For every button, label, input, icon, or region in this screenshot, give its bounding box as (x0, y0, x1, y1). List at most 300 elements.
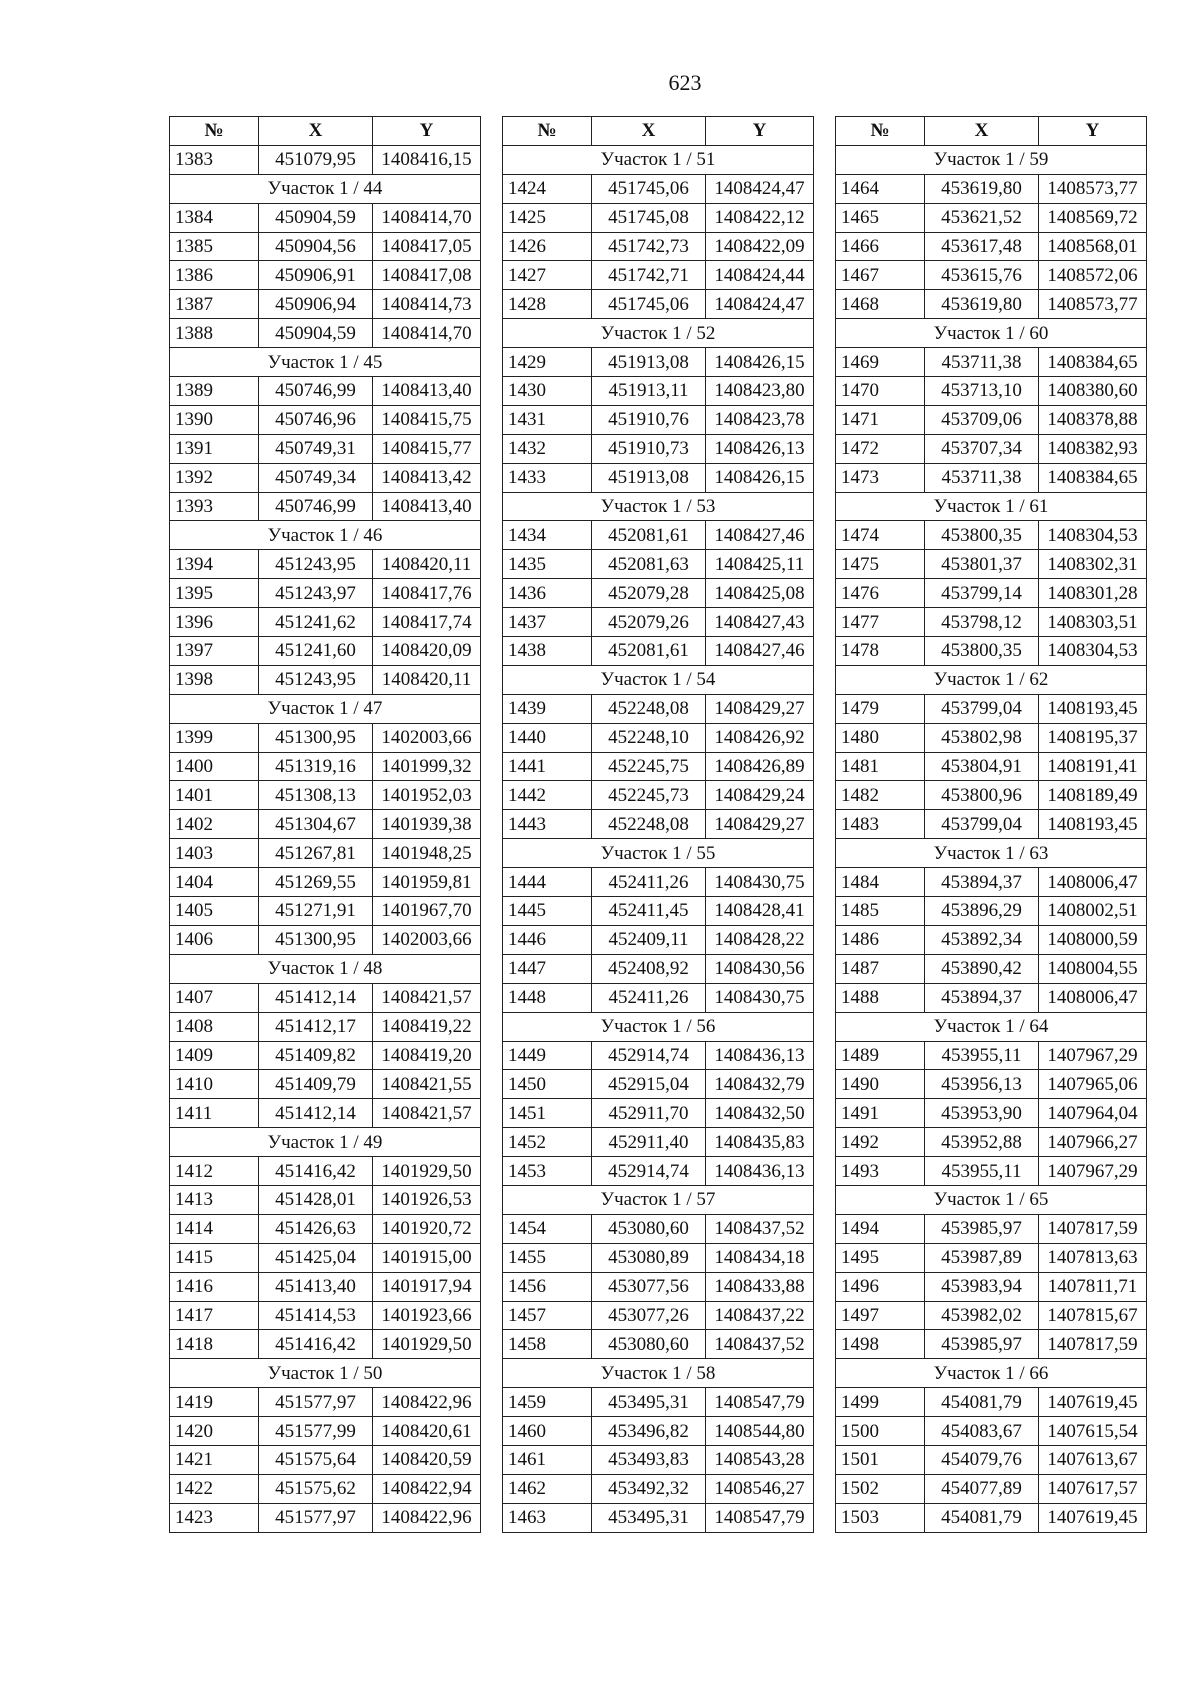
section-header-row (170, 1128, 481, 1157)
point-number-cell: 1434 (503, 521, 592, 550)
coordinate-table-1 (169, 116, 481, 1533)
table-row (503, 925, 814, 954)
x-coordinate-cell: 453799,04 (925, 694, 1039, 723)
x-coordinate-cell: 451913,08 (592, 463, 706, 492)
point-number-cell: 1410 (170, 1070, 259, 1099)
y-coordinate-cell: 1408417,76 (373, 579, 481, 608)
table-row (503, 405, 814, 434)
y-coordinate-cell: 1408422,12 (706, 203, 814, 232)
table-row (170, 319, 481, 348)
x-coordinate-cell: 451241,60 (259, 637, 373, 666)
table-row (836, 232, 1147, 261)
point-number-cell: 1419 (170, 1388, 259, 1417)
x-coordinate-cell: 453709,06 (925, 405, 1039, 434)
table-header-row (170, 117, 481, 146)
section-title: Участок 1 / 53 (503, 492, 814, 521)
table-row (170, 839, 481, 868)
table-row (503, 694, 814, 723)
y-coordinate-cell: 1408426,15 (706, 348, 814, 377)
header-number: № (503, 117, 592, 146)
x-coordinate-cell: 453982,02 (925, 1301, 1039, 1330)
x-coordinate-cell: 453492,32 (592, 1474, 706, 1503)
x-coordinate-cell: 453953,90 (925, 1099, 1039, 1128)
section-title: Участок 1 / 50 (170, 1359, 481, 1388)
table-row (170, 781, 481, 810)
y-coordinate-cell: 1408424,47 (706, 174, 814, 203)
y-coordinate-cell: 1407967,29 (1039, 1157, 1147, 1186)
point-number-cell: 1488 (836, 983, 925, 1012)
x-coordinate-cell: 451243,97 (259, 579, 373, 608)
section-title: Участок 1 / 62 (836, 665, 1147, 694)
y-coordinate-cell: 1408189,49 (1039, 781, 1147, 810)
section-header-row (170, 174, 481, 203)
x-coordinate-cell: 452079,26 (592, 608, 706, 637)
y-coordinate-cell: 1408416,15 (373, 145, 481, 174)
x-coordinate-cell: 453952,88 (925, 1128, 1039, 1157)
point-number-cell: 1450 (503, 1070, 592, 1099)
point-number-cell: 1456 (503, 1272, 592, 1301)
table-row (836, 203, 1147, 232)
point-number-cell: 1486 (836, 925, 925, 954)
point-number-cell: 1393 (170, 492, 259, 521)
x-coordinate-cell: 453495,31 (592, 1388, 706, 1417)
point-number-cell: 1403 (170, 839, 259, 868)
x-coordinate-cell: 452411,26 (592, 983, 706, 1012)
y-coordinate-cell: 1408547,79 (706, 1388, 814, 1417)
x-coordinate-cell: 453799,04 (925, 810, 1039, 839)
x-coordinate-cell: 453896,29 (925, 897, 1039, 926)
x-coordinate-cell: 452411,45 (592, 897, 706, 926)
y-coordinate-cell: 1408429,27 (706, 694, 814, 723)
table-row (170, 463, 481, 492)
y-coordinate-cell: 1408420,61 (373, 1417, 481, 1446)
point-number-cell: 1399 (170, 723, 259, 752)
point-number-cell: 1394 (170, 550, 259, 579)
x-coordinate-cell: 450746,96 (259, 405, 373, 434)
y-coordinate-cell: 1408424,44 (706, 261, 814, 290)
x-coordinate-cell: 453800,96 (925, 781, 1039, 810)
x-coordinate-cell: 450904,56 (259, 232, 373, 261)
y-coordinate-cell: 1408417,74 (373, 608, 481, 637)
x-coordinate-cell: 453621,52 (925, 203, 1039, 232)
x-coordinate-cell: 453077,56 (592, 1272, 706, 1301)
table-row (836, 1388, 1147, 1417)
x-coordinate-cell: 452915,04 (592, 1070, 706, 1099)
table-row (836, 1474, 1147, 1503)
section-header-row (836, 145, 1147, 174)
point-number-cell: 1435 (503, 550, 592, 579)
x-coordinate-cell: 453804,91 (925, 752, 1039, 781)
x-coordinate-cell: 453711,38 (925, 348, 1039, 377)
table-row (503, 1243, 814, 1272)
y-coordinate-cell: 1408414,73 (373, 290, 481, 319)
x-coordinate-cell: 450749,34 (259, 463, 373, 492)
point-number-cell: 1473 (836, 463, 925, 492)
table-row (503, 1417, 814, 1446)
table-row (503, 261, 814, 290)
section-header-row (836, 319, 1147, 348)
x-coordinate-cell: 452245,75 (592, 752, 706, 781)
table-row (170, 1243, 481, 1272)
x-coordinate-cell: 452914,74 (592, 1157, 706, 1186)
section-title: Участок 1 / 47 (170, 694, 481, 723)
x-coordinate-cell: 452248,10 (592, 723, 706, 752)
section-header-row (503, 319, 814, 348)
point-number-cell: 1455 (503, 1243, 592, 1272)
y-coordinate-cell: 1408420,59 (373, 1445, 481, 1474)
table-row (503, 1214, 814, 1243)
table-row (170, 1272, 481, 1301)
y-coordinate-cell: 1407964,04 (1039, 1099, 1147, 1128)
header-x: X (259, 117, 373, 146)
y-coordinate-cell: 1407817,59 (1039, 1330, 1147, 1359)
x-coordinate-cell: 453894,37 (925, 868, 1039, 897)
x-coordinate-cell: 451910,76 (592, 405, 706, 434)
y-coordinate-cell: 1408432,79 (706, 1070, 814, 1099)
y-coordinate-cell: 1407967,29 (1039, 1041, 1147, 1070)
point-number-cell: 1461 (503, 1445, 592, 1474)
x-coordinate-cell: 451414,53 (259, 1301, 373, 1330)
point-number-cell: 1409 (170, 1041, 259, 1070)
x-coordinate-cell: 454083,67 (925, 1417, 1039, 1446)
table-row (836, 868, 1147, 897)
x-coordinate-cell: 450746,99 (259, 492, 373, 521)
y-coordinate-cell: 1408421,57 (373, 983, 481, 1012)
table-row (170, 1070, 481, 1099)
table-row (170, 752, 481, 781)
table-row (170, 1041, 481, 1070)
table-row (503, 608, 814, 637)
table-row (503, 954, 814, 983)
table-row (170, 637, 481, 666)
table-row (170, 1185, 481, 1214)
section-title: Участок 1 / 51 (503, 145, 814, 174)
x-coordinate-cell: 453985,97 (925, 1214, 1039, 1243)
y-coordinate-cell: 1408421,57 (373, 1099, 481, 1128)
y-coordinate-cell: 1402003,66 (373, 925, 481, 954)
y-coordinate-cell: 1408304,53 (1039, 637, 1147, 666)
table-row (503, 810, 814, 839)
y-coordinate-cell: 1408002,51 (1039, 897, 1147, 926)
section-title: Участок 1 / 56 (503, 1012, 814, 1041)
table-row (170, 1503, 481, 1532)
y-coordinate-cell: 1401915,00 (373, 1243, 481, 1272)
section-title: Участок 1 / 66 (836, 1359, 1147, 1388)
point-number-cell: 1496 (836, 1272, 925, 1301)
x-coordinate-cell: 450749,31 (259, 434, 373, 463)
table-row (170, 897, 481, 926)
y-coordinate-cell: 1408428,22 (706, 925, 814, 954)
table-row (170, 232, 481, 261)
x-coordinate-cell: 453077,26 (592, 1301, 706, 1330)
table-row (503, 1070, 814, 1099)
header-number: № (836, 117, 925, 146)
y-coordinate-cell: 1408380,60 (1039, 377, 1147, 406)
point-number-cell: 1492 (836, 1128, 925, 1157)
point-number-cell: 1467 (836, 261, 925, 290)
table-row (170, 723, 481, 752)
x-coordinate-cell: 451412,14 (259, 983, 373, 1012)
x-coordinate-cell: 453496,82 (592, 1417, 706, 1446)
point-number-cell: 1389 (170, 377, 259, 406)
y-coordinate-cell: 1408569,72 (1039, 203, 1147, 232)
point-number-cell: 1424 (503, 174, 592, 203)
point-number-cell: 1493 (836, 1157, 925, 1186)
section-title: Участок 1 / 46 (170, 521, 481, 550)
point-number-cell: 1477 (836, 608, 925, 637)
y-coordinate-cell: 1408417,05 (373, 232, 481, 261)
table-row (170, 290, 481, 319)
table-row (503, 637, 814, 666)
x-coordinate-cell: 452248,08 (592, 694, 706, 723)
table-row (836, 1330, 1147, 1359)
point-number-cell: 1392 (170, 463, 259, 492)
point-number-cell: 1428 (503, 290, 592, 319)
x-coordinate-cell: 451304,67 (259, 810, 373, 839)
point-number-cell: 1451 (503, 1099, 592, 1128)
x-coordinate-cell: 453987,89 (925, 1243, 1039, 1272)
point-number-cell: 1416 (170, 1272, 259, 1301)
table-row (836, 579, 1147, 608)
point-number-cell: 1404 (170, 868, 259, 897)
x-coordinate-cell: 450746,99 (259, 377, 373, 406)
y-coordinate-cell: 1401923,66 (373, 1301, 481, 1330)
section-title: Участок 1 / 59 (836, 145, 1147, 174)
y-coordinate-cell: 1408434,18 (706, 1243, 814, 1272)
y-coordinate-cell: 1408429,27 (706, 810, 814, 839)
table-row (503, 377, 814, 406)
table-row (836, 925, 1147, 954)
point-number-cell: 1481 (836, 752, 925, 781)
y-coordinate-cell: 1407965,06 (1039, 1070, 1147, 1099)
y-coordinate-cell: 1408433,88 (706, 1272, 814, 1301)
y-coordinate-cell: 1408413,40 (373, 492, 481, 521)
point-number-cell: 1491 (836, 1099, 925, 1128)
x-coordinate-cell: 454081,79 (925, 1388, 1039, 1417)
y-coordinate-cell: 1407811,71 (1039, 1272, 1147, 1301)
x-coordinate-cell: 451416,42 (259, 1157, 373, 1186)
section-title: Участок 1 / 63 (836, 839, 1147, 868)
y-coordinate-cell: 1408414,70 (373, 203, 481, 232)
x-coordinate-cell: 451742,73 (592, 232, 706, 261)
y-coordinate-cell: 1408415,75 (373, 405, 481, 434)
x-coordinate-cell: 451575,64 (259, 1445, 373, 1474)
page-number: 623 (668, 70, 702, 95)
point-number-cell: 1427 (503, 261, 592, 290)
table-row (503, 348, 814, 377)
point-number-cell: 1406 (170, 925, 259, 954)
y-coordinate-cell: 1408301,28 (1039, 579, 1147, 608)
x-coordinate-cell: 452911,70 (592, 1099, 706, 1128)
y-coordinate-cell: 1408544,80 (706, 1417, 814, 1446)
point-number-cell: 1431 (503, 405, 592, 434)
section-header-row (170, 1359, 481, 1388)
point-number-cell: 1472 (836, 434, 925, 463)
table-row (836, 723, 1147, 752)
table-row (503, 1445, 814, 1474)
section-title: Участок 1 / 60 (836, 319, 1147, 348)
table-row (503, 521, 814, 550)
x-coordinate-cell: 451079,95 (259, 145, 373, 174)
x-coordinate-cell: 453894,37 (925, 983, 1039, 1012)
point-number-cell: 1501 (836, 1445, 925, 1474)
y-coordinate-cell: 1408436,13 (706, 1157, 814, 1186)
table-row (170, 377, 481, 406)
x-coordinate-cell: 451426,63 (259, 1214, 373, 1243)
y-coordinate-cell: 1401917,94 (373, 1272, 481, 1301)
section-header-row (170, 521, 481, 550)
x-coordinate-cell: 451308,13 (259, 781, 373, 810)
x-coordinate-cell: 450906,94 (259, 290, 373, 319)
header-y: Y (373, 117, 481, 146)
point-number-cell: 1426 (503, 232, 592, 261)
table-row (836, 290, 1147, 319)
table-row (836, 1128, 1147, 1157)
point-number-cell: 1500 (836, 1417, 925, 1446)
point-number-cell: 1453 (503, 1157, 592, 1186)
y-coordinate-cell: 1408421,55 (373, 1070, 481, 1099)
x-coordinate-cell: 453890,42 (925, 954, 1039, 983)
y-coordinate-cell: 1401929,50 (373, 1157, 481, 1186)
point-number-cell: 1445 (503, 897, 592, 926)
section-title: Участок 1 / 49 (170, 1128, 481, 1157)
table-row (836, 1214, 1147, 1243)
point-number-cell: 1408 (170, 1012, 259, 1041)
x-coordinate-cell: 450904,59 (259, 319, 373, 348)
header-x: X (592, 117, 706, 146)
x-coordinate-cell: 453617,48 (925, 232, 1039, 261)
point-number-cell: 1430 (503, 377, 592, 406)
y-coordinate-cell: 1408423,78 (706, 405, 814, 434)
table-row (170, 925, 481, 954)
table-row (170, 550, 481, 579)
table-row (836, 261, 1147, 290)
point-number-cell: 1441 (503, 752, 592, 781)
point-number-cell: 1490 (836, 1070, 925, 1099)
section-title: Участок 1 / 65 (836, 1185, 1147, 1214)
point-number-cell: 1487 (836, 954, 925, 983)
point-number-cell: 1462 (503, 1474, 592, 1503)
y-coordinate-cell: 1408430,56 (706, 954, 814, 983)
x-coordinate-cell: 451913,11 (592, 377, 706, 406)
table-row (836, 1272, 1147, 1301)
y-coordinate-cell: 1408419,20 (373, 1041, 481, 1070)
point-number-cell: 1423 (170, 1503, 259, 1532)
table-row (503, 1041, 814, 1070)
table-row (170, 1301, 481, 1330)
point-number-cell: 1483 (836, 810, 925, 839)
point-number-cell: 1463 (503, 1503, 592, 1532)
x-coordinate-cell: 453985,97 (925, 1330, 1039, 1359)
y-coordinate-cell: 1408420,11 (373, 665, 481, 694)
x-coordinate-cell: 452911,40 (592, 1128, 706, 1157)
x-coordinate-cell: 453711,38 (925, 463, 1039, 492)
table-row (503, 232, 814, 261)
y-coordinate-cell: 1407615,54 (1039, 1417, 1147, 1446)
x-coordinate-cell: 452081,63 (592, 550, 706, 579)
table-row (503, 1272, 814, 1301)
x-coordinate-cell: 451300,95 (259, 925, 373, 954)
y-coordinate-cell: 1408422,94 (373, 1474, 481, 1503)
point-number-cell: 1383 (170, 145, 259, 174)
section-header-row (503, 145, 814, 174)
x-coordinate-cell: 451413,40 (259, 1272, 373, 1301)
x-coordinate-cell: 452248,08 (592, 810, 706, 839)
section-title: Участок 1 / 44 (170, 174, 481, 203)
x-coordinate-cell: 453493,83 (592, 1445, 706, 1474)
coordinate-tables (169, 116, 1149, 1596)
x-coordinate-cell: 453956,13 (925, 1070, 1039, 1099)
x-coordinate-cell: 451575,62 (259, 1474, 373, 1503)
point-number-cell: 1421 (170, 1445, 259, 1474)
point-number-cell: 1482 (836, 781, 925, 810)
table-row (503, 752, 814, 781)
x-coordinate-cell: 451319,16 (259, 752, 373, 781)
point-number-cell: 1469 (836, 348, 925, 377)
section-header-row (503, 839, 814, 868)
x-coordinate-cell: 450904,59 (259, 203, 373, 232)
point-number-cell: 1476 (836, 579, 925, 608)
point-number-cell: 1489 (836, 1041, 925, 1070)
y-coordinate-cell: 1408573,77 (1039, 174, 1147, 203)
x-coordinate-cell: 451745,08 (592, 203, 706, 232)
point-number-cell: 1400 (170, 752, 259, 781)
point-number-cell: 1460 (503, 1417, 592, 1446)
y-coordinate-cell: 1408422,96 (373, 1388, 481, 1417)
section-title: Участок 1 / 57 (503, 1185, 814, 1214)
table-row (836, 174, 1147, 203)
section-header-row (503, 1359, 814, 1388)
y-coordinate-cell: 1408384,65 (1039, 463, 1147, 492)
section-header-row (836, 665, 1147, 694)
table-row (836, 637, 1147, 666)
y-coordinate-cell: 1408425,08 (706, 579, 814, 608)
y-coordinate-cell: 1408378,88 (1039, 405, 1147, 434)
point-number-cell: 1484 (836, 868, 925, 897)
table-row (836, 521, 1147, 550)
y-coordinate-cell: 1408413,42 (373, 463, 481, 492)
table-row (170, 1099, 481, 1128)
y-coordinate-cell: 1408430,75 (706, 983, 814, 1012)
table-row (170, 145, 481, 174)
y-coordinate-cell: 1407815,67 (1039, 1301, 1147, 1330)
x-coordinate-cell: 451269,55 (259, 868, 373, 897)
table-row (170, 1012, 481, 1041)
y-coordinate-cell: 1408000,59 (1039, 925, 1147, 954)
point-number-cell: 1497 (836, 1301, 925, 1330)
coordinate-table-2 (502, 116, 814, 1533)
table-row (503, 550, 814, 579)
y-coordinate-cell: 1408437,22 (706, 1301, 814, 1330)
table-row (836, 348, 1147, 377)
y-coordinate-cell: 1408006,47 (1039, 983, 1147, 1012)
point-number-cell: 1459 (503, 1388, 592, 1417)
table-row (836, 434, 1147, 463)
table-row (503, 174, 814, 203)
point-number-cell: 1387 (170, 290, 259, 319)
point-number-cell: 1395 (170, 579, 259, 608)
point-number-cell: 1412 (170, 1157, 259, 1186)
y-coordinate-cell: 1408437,52 (706, 1214, 814, 1243)
point-number-cell: 1446 (503, 925, 592, 954)
y-coordinate-cell: 1408422,09 (706, 232, 814, 261)
table-row (170, 1388, 481, 1417)
y-coordinate-cell: 1408425,11 (706, 550, 814, 579)
table-row (836, 810, 1147, 839)
table-row (836, 405, 1147, 434)
table-row (170, 405, 481, 434)
y-coordinate-cell: 1408546,27 (706, 1474, 814, 1503)
